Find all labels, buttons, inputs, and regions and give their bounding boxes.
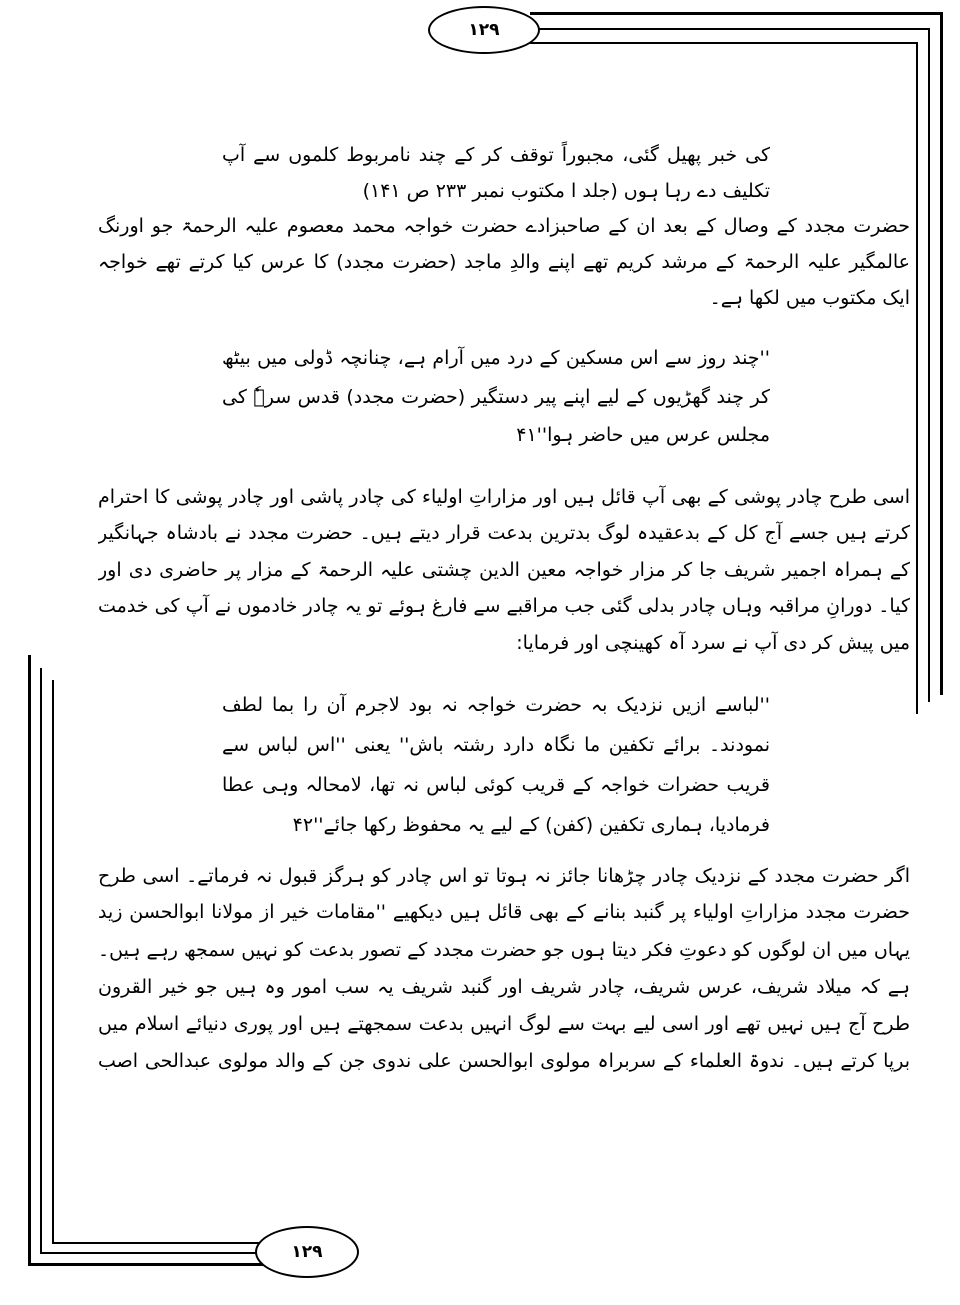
quote-line: مجلس عرس میں حاضر ہوا''۴۱ bbox=[516, 424, 770, 446]
text-line: کیا۔ دورانِ مراقبہ وہاں چادر بدلی گئی جب مراقبے سے فارغ ہوئے تو یہ چادر خادموں نے آپ کی خدمت bbox=[98, 595, 910, 617]
text-line: حضرت مجدد مزاراتِ اولیاء پر گنبد بنانے کے بھی قائل ہیں دیکھیے ''مقامات خیر از مولانا ابوالحسن زید bbox=[98, 901, 910, 923]
quote-line: نمودند۔ برائے تکفین ما نگاہ دارد رشتہ باش'' یعنی ''اس لباس سے bbox=[222, 734, 770, 756]
text-line: ایک مکتوب میں لکھا ہے۔ bbox=[709, 287, 910, 309]
page-number-top: ١٢٩ bbox=[428, 6, 540, 54]
text-line: کرتے ہیں جسے آج کل کے بدعقیدہ لوگ بدترین بدعت قرار دیتے ہیں۔ حضرت مجدد نے بادشاہ جہانگیر bbox=[98, 522, 910, 544]
text-line: برپا کرتے ہیں۔ ندوۃ العلماء کے سربراہ مولوی ابوالحسن علی ندوی جن کے والد مولوی عبدالحی اصب bbox=[98, 1050, 910, 1072]
text-line: طرح آج ہیں نہیں تھے اور اسی لیے بہت سے لوگ انہیں بدعت سمجھتے ہیں اور پوری دنیائے اسلام میں bbox=[98, 1013, 910, 1035]
text-line: یہاں میں ان لوگوں کو دعوتِ فکر دیتا ہوں جو حضرت مجدد کے تصور بدعت کو نہیں سمجھ رہے ہیں۔ bbox=[98, 939, 910, 961]
page-number-bottom: ١٢٩ bbox=[255, 1226, 359, 1278]
text-line: اگر حضرت مجدد کے نزدیک چادر چڑھانا جائز نہ ہوتا تو اس چادر کو ہرگز قبول نہ فرماتے۔ اسی طرح bbox=[98, 865, 910, 887]
text-line: کی خبر پھیل گئی، مجبوراً توقف کر کے چند نامربوط کلموں سے آپ bbox=[222, 144, 770, 166]
quote-line: کر چند گھڑیوں کے لیے اپنے پیر دستگیر (حضرت مجدد) قدس سرہٗ کی bbox=[222, 386, 770, 408]
text-line: اسی طرح چادر پوشی کے بھی آپ قائل ہیں اور مزاراتِ اولیاء کی چادر پاشی اور چادر پوشی کا احترام bbox=[98, 486, 910, 508]
text-line: عالمگیر علیہ الرحمۃ کے مرشد کریم تھے اپنے والدِ ماجد (حضرت مجدد) کا عرس کیا کرتے تھے خواجہ bbox=[98, 251, 910, 273]
text-line: حضرت مجدد کے وصال کے بعد ان کے صاحبزادے حضرت خواجہ محمد معصوم علیہ الرحمۃ جو اورنگ bbox=[98, 215, 910, 237]
text-line: تکلیف دے رہا ہوں (جلد ا مکتوب نمبر ۲۳۳ ص ۱۴۱) bbox=[362, 180, 770, 202]
quote-line: ''چند روز سے اس مسکین کے درد میں آرام ہے، چنانچہ ڈولی میں بیٹھ bbox=[222, 347, 770, 369]
quote-line: ''لباسے ازیں نزدیک بہ حضرت خواجہ نہ بود لاجرم آن را بما لطف bbox=[222, 694, 770, 716]
text-line: کے ہمراہ اجمیر شریف جا کر مزار خواجہ معین الدین چشتی علیہ الرحمۃ کے مزار پر حاضری دی اور bbox=[98, 559, 910, 581]
quote-line: قریب حضرات خواجہ کے قریب کوئی لباس نہ تھا، لامحالہ وہی عطا bbox=[222, 774, 770, 796]
text-line: میں پیش کر دی آپ نے سرد آہ کھینچی اور فرمایا: bbox=[516, 632, 910, 654]
quote-line: فرمادیا، ہماری تکفین (کفن) کے لیے یہ محفوظ رکھا جائے''۴۲ bbox=[292, 814, 770, 836]
text-line: ہے کہ میلاد شریف، عرس شریف، چادر شریف اور گنبد شریف یہ سب امور وہ ہیں جو خیر القرون bbox=[98, 976, 910, 998]
